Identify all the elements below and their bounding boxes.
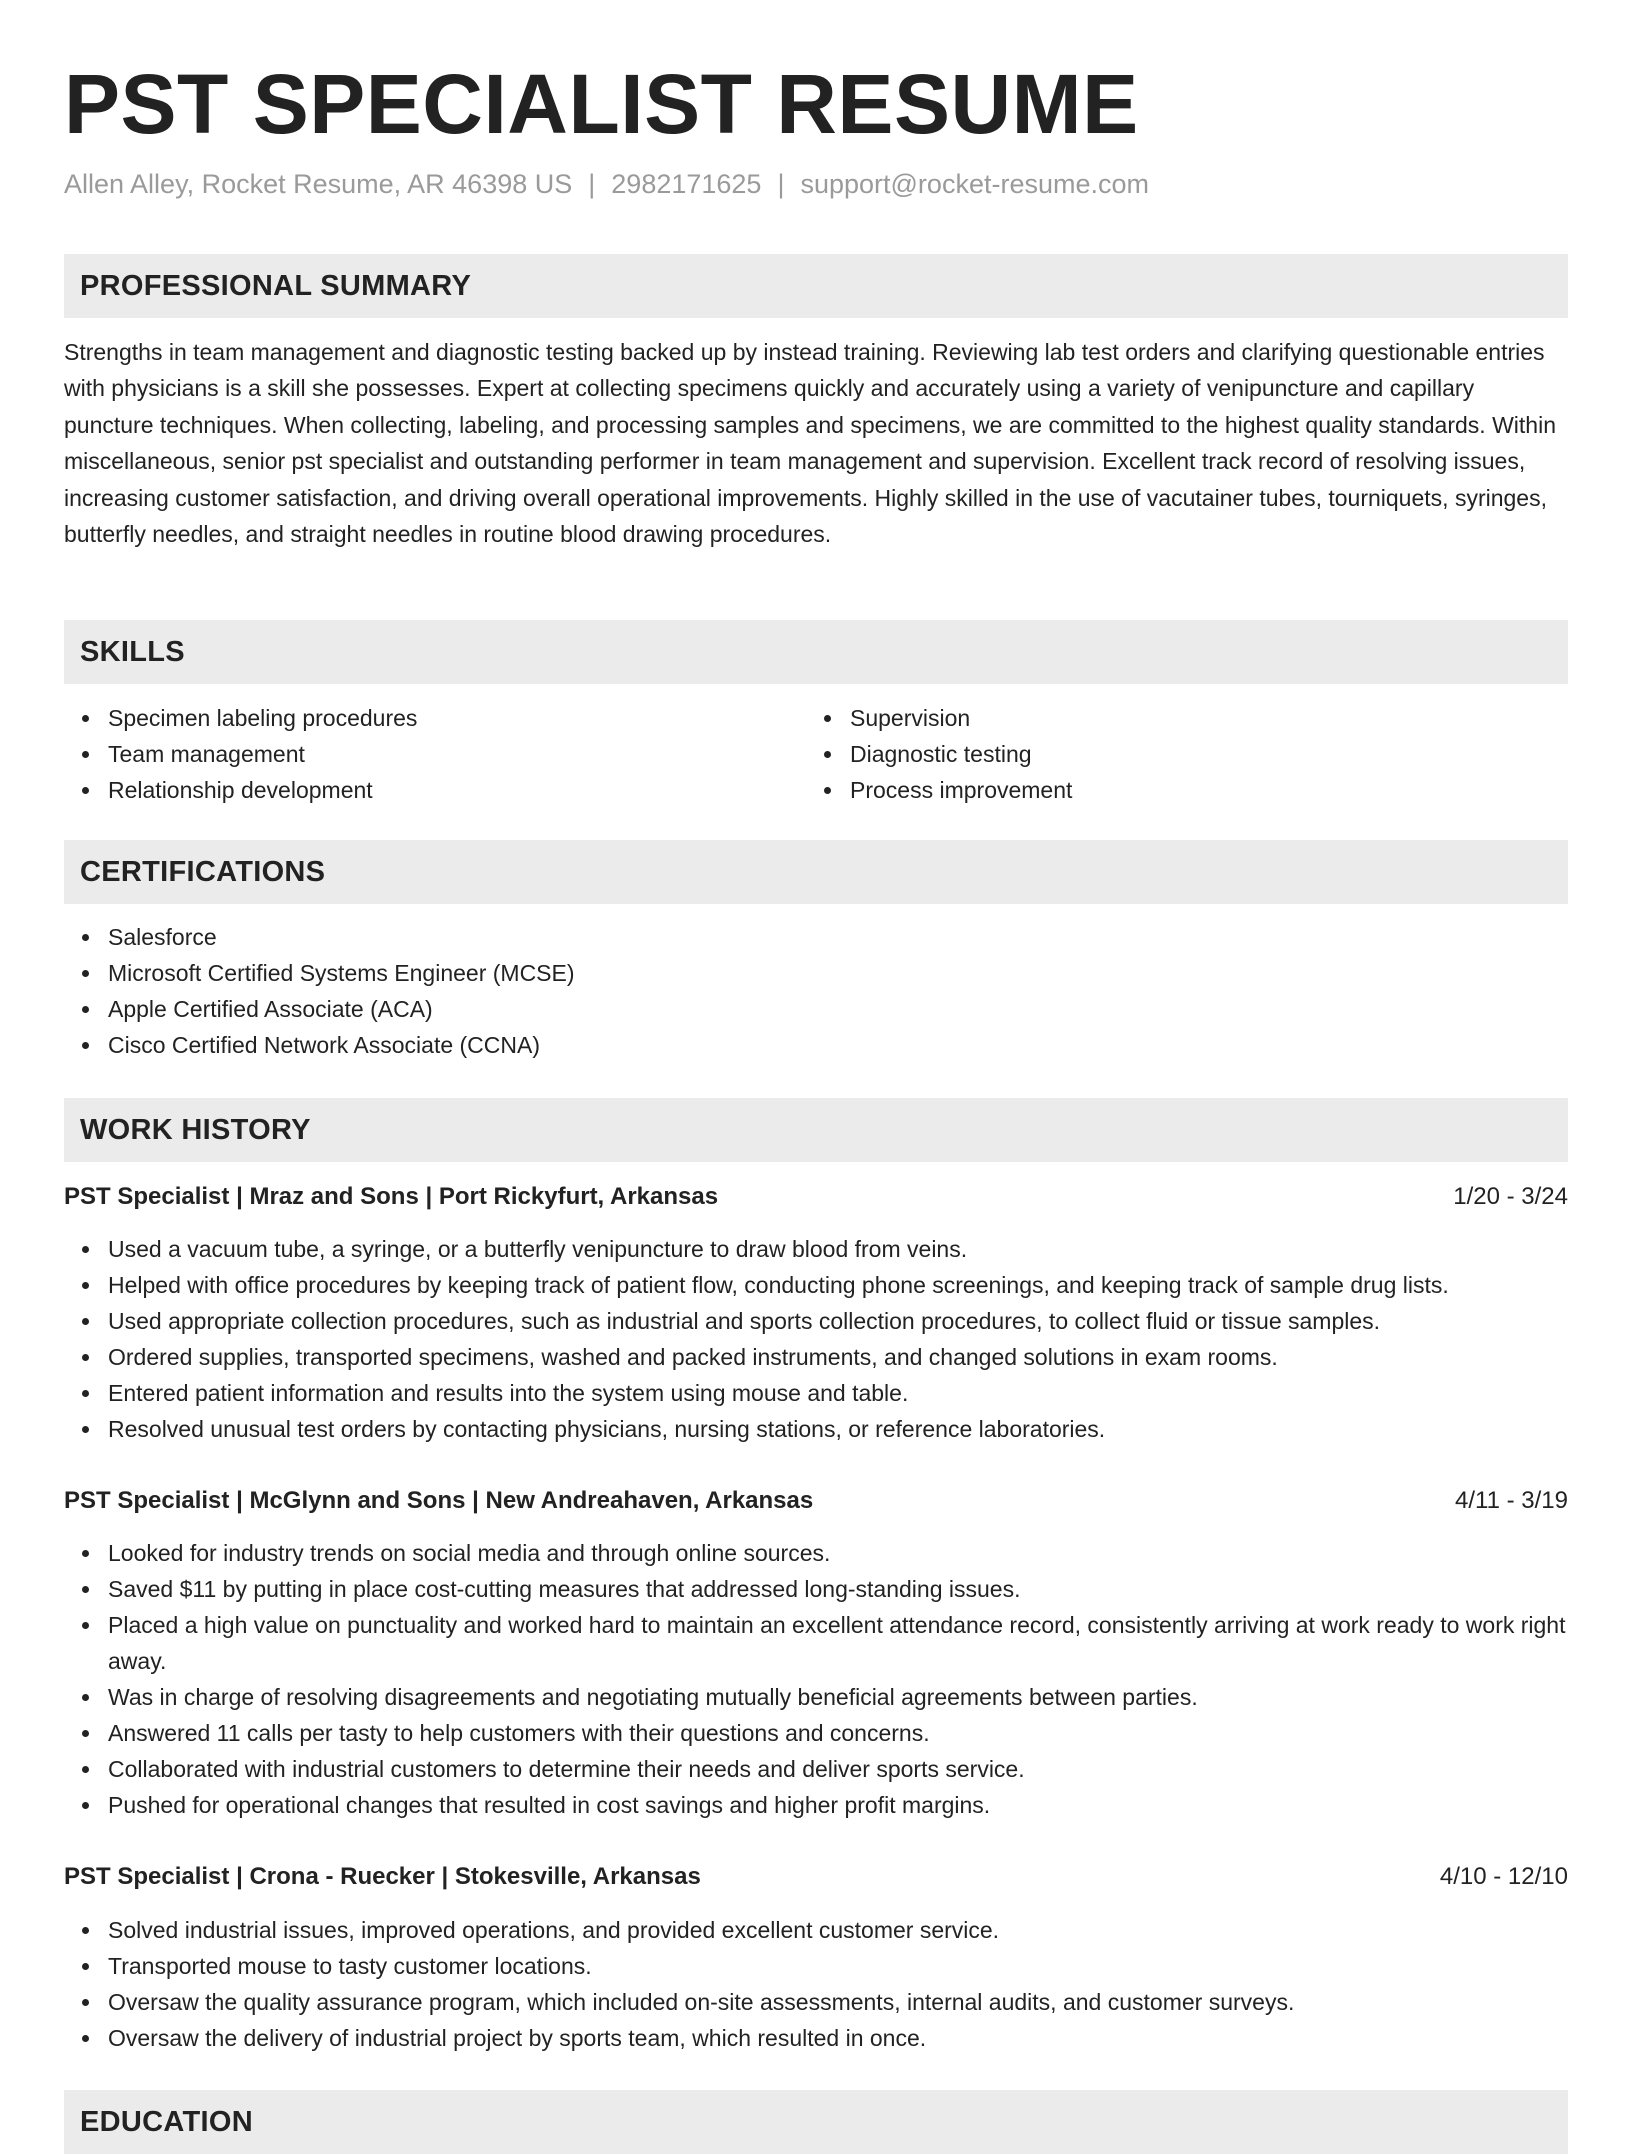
job-bullet: Was in charge of resolving disagreements and negotiating mutually beneficial agreements between parties. <box>108 1679 1568 1715</box>
section-title-skills: SKILLS <box>80 636 185 668</box>
section-title-certifications: CERTIFICATIONS <box>80 856 326 888</box>
section-title-summary: PROFESSIONAL SUMMARY <box>80 270 472 302</box>
certifications-list <box>64 919 1568 1063</box>
skills-column-right <box>806 700 1506 808</box>
skill-item: Team management <box>108 736 764 772</box>
job-bullets <box>64 1912 1568 2056</box>
section-header-certifications <box>64 840 1568 904</box>
job-dates: 4/10 - 12/10 <box>1439 1863 1568 1890</box>
job-bullet: Used a vacuum tube, a syringe, or a butterfly venipuncture to draw blood from veins. <box>108 1231 1568 1267</box>
job-bullet: Collaborated with industrial customers to determine their needs and deliver sports service. <box>108 1751 1568 1787</box>
skill-item: Relationship development <box>108 772 764 808</box>
skills-column-left <box>64 700 764 808</box>
job-bullet: Answered 11 calls per tasty to help customers with their questions and concerns. <box>108 1715 1568 1751</box>
job-bullet: Oversaw the delivery of industrial project by sports team, which resulted in once. <box>108 2020 1568 2056</box>
resume-title: PST SPECIALIST RESUME <box>64 57 1139 151</box>
job-bullet: Saved $11 by putting in place cost-cutting measures that addressed long-standing issues. <box>108 1571 1568 1607</box>
job-bullets <box>64 1231 1568 1447</box>
certification-item: Salesforce <box>108 919 1568 955</box>
job-bullet: Helped with office procedures by keeping track of patient flow, conducting phone screenings, and keeping track of sample drug lists. <box>108 1267 1568 1303</box>
job-dates: 1/20 - 3/24 <box>1453 1183 1568 1210</box>
section-title-education: EDUCATION <box>80 2106 253 2138</box>
contact-email: support@rocket-resume.com <box>800 169 1149 199</box>
job-dates: 4/11 - 3/19 <box>1455 1487 1568 1514</box>
job-title: PST Specialist | McGlynn and Sons | New Andreahaven, Arkansas <box>64 1487 814 1514</box>
job-bullet: Solved industrial issues, improved operations, and provided excellent customer service. <box>108 1912 1568 1948</box>
certification-item: Apple Certified Associate (ACA) <box>108 991 1568 1027</box>
section-title-work-history: WORK HISTORY <box>80 1114 311 1146</box>
contact-address: Allen Alley, Rocket Resume, AR 46398 US <box>64 169 573 199</box>
skill-item: Supervision <box>850 700 1506 736</box>
job-bullet: Transported mouse to tasty customer locations. <box>108 1948 1568 1984</box>
section-header-skills <box>64 620 1568 684</box>
job-header <box>64 1859 1568 1895</box>
certification-item: Microsoft Certified Systems Engineer (MCSE) <box>108 955 1568 991</box>
certification-item: Cisco Certified Network Associate (CCNA) <box>108 1027 1568 1063</box>
job-title: PST Specialist | Mraz and Sons | Port Rickyfurt, Arkansas <box>64 1183 719 1210</box>
job-bullet: Ordered supplies, transported specimens, washed and packed instruments, and changed solutions in exam rooms. <box>108 1339 1568 1375</box>
job-bullet: Resolved unusual test orders by contacting physicians, nursing stations, or reference laboratories. <box>108 1411 1568 1447</box>
contact-separator: | <box>777 169 785 199</box>
section-header-work-history <box>64 1098 1568 1162</box>
job-bullet: Entered patient information and results into the system using mouse and table. <box>108 1375 1568 1411</box>
contact-phone: 2982171625 <box>611 169 762 199</box>
job-bullets <box>64 1535 1568 1823</box>
skill-item: Process improvement <box>850 772 1506 808</box>
section-header-summary <box>64 254 1568 318</box>
job-header <box>64 1483 1568 1519</box>
summary-text: Strengths in team management and diagnostic testing backed up by instead training. Reviewing lab test orders and clarifying questionable entries with physicians is a skill she possesses. Expert at collecting specimens quickly and accurately using a variety of venipuncture and capillary puncture techniques. When collecting, labeling, and processing samples and specimens, we are committed to the highest quality standards. Within miscellaneous, senior pst specialist and outstanding performer in team management and supervision. Excellent track record of resolving issues, increasing customer satisfaction, and driving overall operational improvements. Highly skilled in the use of vacutainer tubes, tourniquets, syringes, butterfly needles, and straight needles in routine blood drawing procedures. <box>64 339 1556 548</box>
job-bullet: Pushed for operational changes that resulted in cost savings and higher profit margins. <box>108 1787 1568 1823</box>
skill-item: Diagnostic testing <box>850 736 1506 772</box>
contact-line <box>64 166 1149 202</box>
job-bullet: Oversaw the quality assurance program, which included on-site assessments, internal audits, and customer surveys. <box>108 1984 1568 2020</box>
section-header-education <box>64 2090 1568 2154</box>
job-header <box>64 1179 1568 1215</box>
contact-separator: | <box>588 169 596 199</box>
skill-item: Specimen labeling procedures <box>108 700 764 736</box>
job-bullet: Used appropriate collection procedures, such as industrial and sports collection procedures, to collect fluid or tissue samples. <box>108 1303 1568 1339</box>
job-bullet: Looked for industry trends on social media and through online sources. <box>108 1535 1568 1571</box>
job-title: PST Specialist | Crona - Ruecker | Stokesville, Arkansas <box>64 1863 701 1890</box>
job-bullet: Placed a high value on punctuality and worked hard to maintain an excellent attendance record, consistently arriving at work ready to work right away. <box>108 1607 1568 1679</box>
